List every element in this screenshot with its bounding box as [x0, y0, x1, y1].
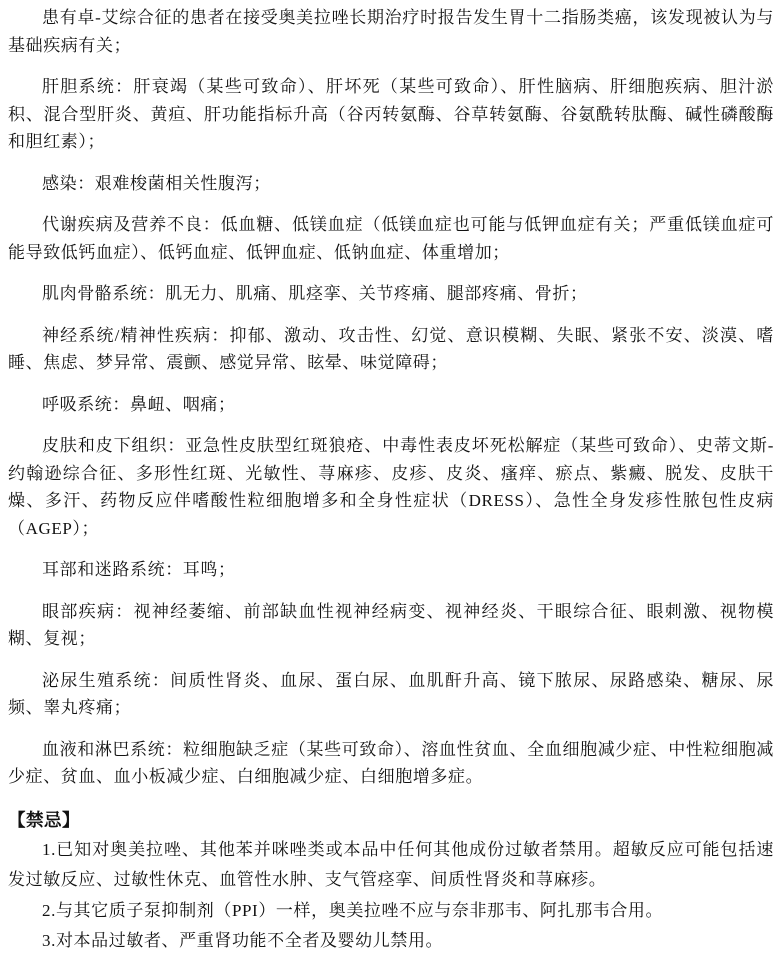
para-ear-labyrinth: 耳部和迷路系统：耳鸣； [42, 560, 236, 579]
adverse-reactions-section [8, 4, 774, 791]
contraindications-heading: 【禁忌】 [8, 809, 80, 830]
para-infection: 感染：艰难梭菌相关性腹泻； [42, 173, 271, 193]
para-metabolic-nutrition: 代谢疾病及营养不良：低血糖、低镁血症（低镁血症也可能与低钾血症有关；严重低镁血症可能导致低钙血症）、低钙血症、低钾血症、低钠血症、体重增加； [8, 215, 774, 262]
para-skin-subcutaneous: 皮肤和皮下组织：亚急性皮肤型红斑狼疮、中毒性表皮坏死松解症（某些可致命）、史蒂文斯-约翰逊综合征、多形性红斑、光敏性、荨麻疹、皮疹、皮炎、瘙痒、瘀点、紫癜、脱发、皮肤干燥、多汗、药物反应伴嗜酸性粒细胞增多和全身性症状（DRESS）、急性全身发疹性脓包性皮病（AGEP）； [8, 436, 774, 538]
para-hepatobiliary-system: 肝胆系统：肝衰竭（某些可致命）、肝坏死（某些可致命）、肝性脑病、肝细胞疾病、胆汁淤积、混合型肝炎、黄疸、肝功能指标升高（谷丙转氨酶、谷草转氨酶、谷氨酰转肽酶、碱性磷酸酶和胆红素）； [8, 77, 774, 151]
para-nervous-psychiatric: 神经系统/精神性疾病：抑郁、激动、攻击性、幻觉、意识模糊、失眠、紧张不安、淡漠、嗜睡、焦虑、梦异常、震颤、感觉异常、眩晕、味觉障碍； [8, 325, 774, 372]
contraindication-item-1: 1.已知对奥美拉唑、其他苯并咪唑类或本品中任何其他成份过敏者禁用。超敏反应可能包括速发过敏反应、过敏性休克、血管性水肿、支气管痉挛、间质性肾炎和荨麻疹。 [8, 839, 774, 889]
contraindication-item-3: 3.对本品过敏者、严重肾功能不全者及婴幼儿禁用。 [42, 931, 444, 950]
para-respiratory-system: 呼吸系统：鼻衄、咽痛； [42, 394, 236, 414]
para-blood-lymphatic: 血液和淋巴系统：粒细胞缺乏症（某些可致命）、溶血性贫血、全血细胞减少症、中性粒细胞减少症、贫血、血小板减少症、白细胞减少症、白细胞增多症。 [8, 739, 774, 786]
contraindication-item-2: 2.与其它质子泵抑制剂（PPI）一样，奥美拉唑不应与奈非那韦、阿扎那韦合用。 [42, 900, 664, 920]
para-eye-disorders: 眼部疾病：视神经萎缩、前部缺血性视神经病变、视神经炎、干眼综合征、眼刺激、视物模糊、复视； [8, 601, 774, 648]
para-ze-syndrome-carcinoid: 患有卓-艾综合征的患者在接受奥美拉唑长期治疗时报告发生胃十二指肠类癌，该发现被认为与基础疾病有关； [8, 8, 774, 55]
para-musculoskeletal-system: 肌肉骨骼系统：肌无力、肌痛、肌痉挛、关节疼痛、腿部疼痛、骨折； [42, 284, 588, 303]
para-genitourinary-system: 泌尿生殖系统：间质性肾炎、血尿、蛋白尿、血肌酐升高、镜下脓尿、尿路感染、糖尿、尿频、睾丸疼痛； [8, 670, 774, 717]
contraindications-section [8, 805, 774, 957]
